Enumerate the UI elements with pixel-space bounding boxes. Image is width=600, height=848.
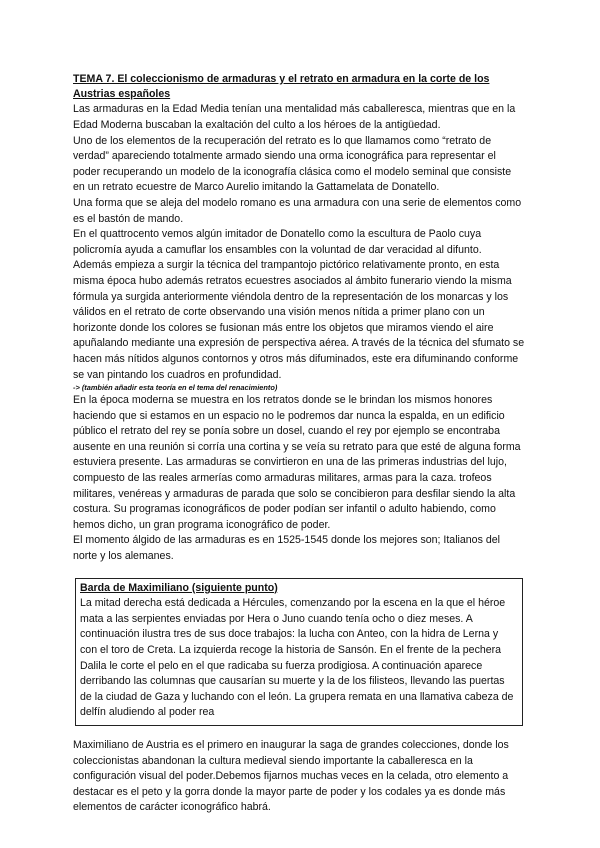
paragraph: Uno de los elementos de la recuperación del retrato es lo que llamamos como “retrato de verdad” apareciendo totalmente armado siendo una orma iconográfica para representar el poder recuperando un modelo de la iconografía clásica como el modelo seminal que consiste en un retrato ecuestre de Marco Aurelio imitando la Gattamelata de Donatello. [73, 134, 512, 194]
paragraph: Además empieza a surgir la técnica del trampantojo pictórico relativamente pronto, en esta misma época hubo además retratos ecuestres asociados al ámbito funerario viendo la misma fórmula ya surgida anteriormente viéndola dentro de la representación de los monarcas y los válidos en el retrato de corte observando una visión menos nítida a primer plano con un horizonte donde los colores se fusionan más entre los objetos que miramos viendo el aire apuñalando mediante una expresión de perspectiva aérea. A través de la técnica del sfumato se hacen más nítidos algunos contornos y otros más difuminados, este era difuminando conforme se van pintando los cuadros en profundidad. [73, 259, 525, 381]
paragraph: En el quattrocento vemos algún imitador de Donatello como la escultura de Paolo cuya policromía ayuda a camuflar los ensambles con la voluntad de dar veracidad al difunto. [73, 228, 482, 256]
spacer [73, 726, 525, 738]
document-body [73, 72, 525, 816]
document-title: TEMA 7. El coleccionismo de armaduras y el retrato en armadura en la corte de los Austrias españoles [73, 73, 490, 101]
paragraph: Una forma que se aleja del modelo romano es una armadura con una serie de elementos como es el bastón de mando. [73, 196, 522, 225]
side-note: -> (también añadir esta teoría en el tema del renacimiento) [73, 383, 278, 393]
box-text: La mitad derecha está dedicada a Hércules, comenzando por la escena en la que el héroe mata a las serpientes enviadas por Hera o Juno cuando tenía ocho o diez meses. A continuación ilustra tres de sus doce trabajos: la lucha con Anteo, con la hidra de Lerna y con el toro de Creta. La izquierda recoge la historia de Sansón. En el frente de la pechera Dalila le corte el pelo en el que radicaba su fuerza prodigiosa. A continuación aparece derribando las columnas que causarían su muerte y la de los filisteos, llevando las puertas de la ciudad de Gaza y luchando con el león. La grupera remata en una llamativa cabeza de delfín aludiendo al poder rea [80, 597, 514, 719]
paragraph: El momento álgido de las armaduras es en 1525-1545 donde los mejores son; Italianos del norte y los alemanes. [73, 534, 500, 563]
paragraph: En la época moderna se muestra en los retratos donde se le brindan los mismos honores haciendo que si estamos en un espacio no le podremos dar nunca la espalda, en un edificio público el retrato del rey se ponía sobre un dosel, cuando el rey por ejemplo se encontraba ausente en una reunión si corría una cortina y se veía su retrato para que esté de alguna forma estuviera presente. Las armaduras se convirtieron en una de las primeras industrias del lujo, compuesto de las reales armerías como armaduras militares, armas para la caza. trofeos militares, venéreas y armaduras de parada que solo se concibieron para desfilar siendo la alta costura. Su programas iconográficos de poder podían ser infantil o adulto habiendo, como hemos dicho, un gran programa iconográfico de poder. [73, 394, 521, 531]
highlight-box [75, 578, 523, 726]
closing-paragraph: Maximiliano de Austria es el primero en inaugurar la saga de grandes colecciones, donde los coleccionistas abandonan la cultura medieval siendo importante la caballeresca en la configuración visual del poder.Debemos fijarnos muchas veces en la celada, otro elemento a destacar es el peto y la gorra donde la mayor parte de poder y los codales ya es donde más elementos de carácter iconográfico habrá. [73, 738, 509, 814]
paragraph: Las armaduras en la Edad Media tenían una mentalidad más caballeresca, mientras que en la Edad Moderna buscaban la exaltación del culto a los héroes de la antigüedad. [73, 103, 516, 131]
box-title: Barda de Maximiliano (siguiente punto) [80, 581, 278, 594]
